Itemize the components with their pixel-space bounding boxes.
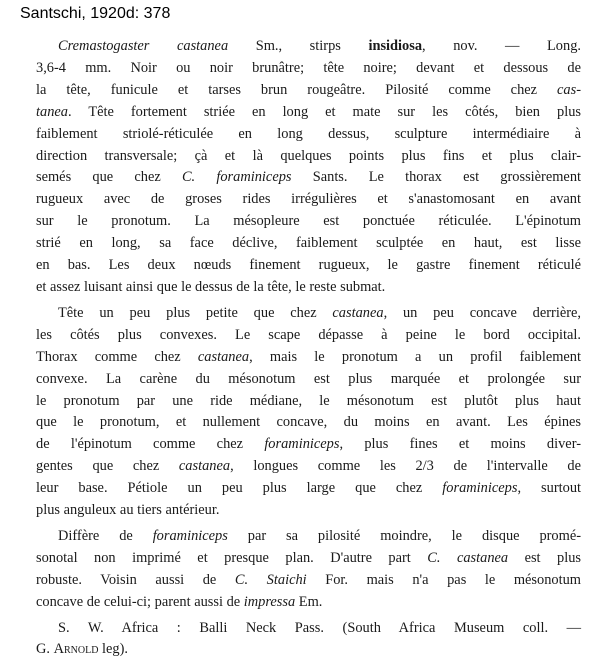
text-run: plus anguleux au tiers antérieur. [36,502,220,519]
text-line [36,146,581,168]
text-line [36,391,581,413]
text-run: semés que chez [36,169,182,186]
text-run: sur le pronotum. La mésopleure est ponctuée réticulée. L'épinotum [36,213,581,230]
text-line [36,277,581,299]
text-line [36,639,581,661]
italic-text: C. foraminiceps [181,169,292,186]
text-line [36,548,581,570]
text-run: , nov. — Long. [422,38,581,54]
text-run: robuste. Voisin aussi de [36,571,235,588]
text-run: , plus fines et moins diver- [339,436,581,453]
text-run: strié en long, sa face déclive, faiblement sculptée en haut, est lisse [36,235,581,252]
italic-text: castanea [197,348,250,365]
text-line [36,592,581,614]
text-line [36,36,581,58]
text-run: . Tête fortement striée en long et mate sur les côtés, bien plus [67,103,581,120]
text-run: est plus [508,549,582,566]
italic-text: foraminiceps [264,436,340,453]
text-run: , surtout [517,480,582,497]
italic-text: foraminiceps [442,480,518,497]
text-run: la tête, funicule et tarses brun rougeâtre. Pilosité comme chez [36,81,558,98]
italic-text: Cremastogaster castanea [58,38,229,54]
text-line [36,211,581,233]
text-line [36,434,581,456]
text-run: rugueux avec de groses rides irrégulières et s'anastomosant en avant [36,191,581,208]
text-run: de l'épinotum comme chez [36,436,265,453]
paragraph [36,36,581,299]
text-run: leg). [98,641,129,658]
paragraph [36,618,581,661]
text-run: For. mais n'a pas le mésonotum [306,571,581,588]
text-line [36,124,581,146]
species-description [36,36,581,661]
text-line [36,500,581,522]
text-run: leur base. Pétiole un peu plus large que chez [36,480,443,497]
text-line [36,80,581,102]
text-line [36,369,581,391]
text-run: S. W. Africa : Balli Neck Pass. (South Africa Museum coll. — [58,619,581,636]
text-run: Thorax comme chez [36,348,198,365]
text-line [36,526,581,548]
text-run: Sants. Le thorax est grossièrement [291,169,582,186]
text-line [36,347,581,369]
text-run: gentes que chez [36,458,179,475]
text-line [36,325,581,347]
text-run: le pronotum par une ride médiane, le mésonotum est plutôt plus haut [36,392,581,409]
text-line [36,456,581,478]
italic-text: castanea [178,458,231,475]
text-line [36,167,581,189]
citation-header: Santschi, 1920d: 378 [20,5,171,22]
text-line [36,303,581,325]
italic-text: cas- [557,81,581,98]
text-run: en bas. Les deux nœuds finement rugueux, le gastre finement réticulé [36,257,581,274]
text-run: que le pronotum, et nullement concave, du moins en avant. Les épines [36,414,581,431]
text-line [36,102,581,124]
text-run: 3,6-4 mm. Noir ou noir brunâtre; tête noire; devant et dessous de [36,59,581,76]
paragraph [36,526,581,614]
smallcaps-text: Arnold [53,641,99,658]
text-run: les côtés plus convexes. Le scape dépasse à peine le bord occipital. [36,326,581,343]
text-run: , longues comme les 2/3 de l'intervalle de [230,458,581,475]
italic-text: foraminiceps [152,527,228,544]
paragraph [36,303,581,522]
text-line [36,618,581,640]
text-run: , mais le pronotum a un profil faiblement [249,348,581,365]
text-run: G. [36,641,54,658]
text-run: Diffère de [58,527,153,544]
text-run: faiblement striolé-réticulée en long dessus, sculpture intermédiaire à [36,125,581,142]
text-run: Sm., stirps [228,38,369,54]
text-run: et assez luisant ainsi que le dessus de la tête, le reste submat. [36,278,386,295]
text-run: Em. [295,593,323,610]
text-line [36,412,581,434]
italic-text: impressa [243,593,296,610]
text-run: , un peu concave derrière, [383,304,581,321]
italic-text: C. castanea [427,549,509,566]
text-line [36,233,581,255]
text-line [36,189,581,211]
text-run: direction transversale; çà et là quelques points plus fins et plus clair- [36,147,581,164]
text-line [36,255,581,277]
italic-text: castanea [332,304,384,321]
text-run: concave de celui-ci; parent aussi de [36,593,244,610]
text-run: sonotal non imprimé et presque plan. D'autre part [36,549,428,566]
text-line [36,58,581,80]
bold-text: insidiosa [368,38,423,54]
text-run: convexe. La carène du mésonotum est plus marquée et prolongée sur [36,370,581,387]
italic-text: tanea [36,103,68,120]
text-run: par sa pilosité moindre, le disque promé- [227,527,582,544]
text-line [36,570,581,592]
italic-text: C. Staichi [234,571,307,588]
text-run: Tête un peu plus petite que chez [58,304,333,321]
text-line [36,478,581,500]
